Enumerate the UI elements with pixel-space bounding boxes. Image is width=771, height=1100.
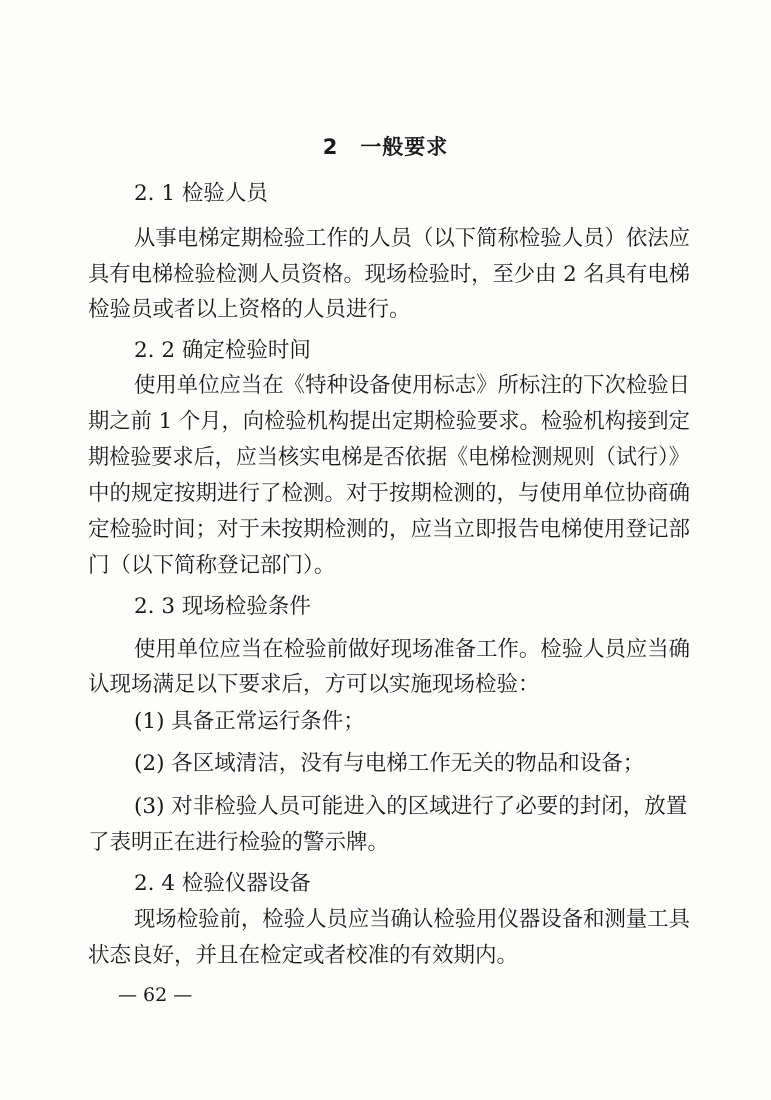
paragraph-line: 状态良好，并且在检定或者校准的有效期内。 [88,943,519,968]
paragraph-line: 现场检验前，检验人员应当确认检验用仪器设备和测量工具 [134,907,691,932]
paragraph-line: 期之前 1 个月，向检验机构提出定期检验要求。检验机构接到定 [88,409,690,434]
paragraph-line: 认现场满足以下要求后，方可以实施现场检验： [88,672,540,697]
chapter-title-text: 一般要求 [360,135,449,159]
list-item: (1) 具备正常运行条件； [134,709,365,734]
section-heading: 2. 1 检验人员 [134,181,268,206]
section-heading: 2. 2 确定检验时间 [134,338,311,363]
paragraph-line: 使用单位应当在《特种设备使用标志》所标注的下次检验日 [134,373,691,398]
chapter-title [0,131,771,161]
paragraph-line: 具有电梯检验检测人员资格。现场检验时，至少由 2 名具有电梯 [88,262,690,287]
paragraph-line: 检验员或者以上资格的人员进行。 [88,297,411,322]
page-number: — 62 — [118,984,193,1006]
paragraph-line: 定检验时间；对于未按期检测的，应当立即报告电梯使用登记部 [88,517,691,542]
paragraph-line: 期检验要求后，应当核实电梯是否依据《电梯检测规则（试行）》 [88,445,690,470]
list-item: (2) 各区域清洁，没有与电梯工作无关的物品和设备； [134,751,645,776]
list-item-continuation: 了表明正在进行检验的警示牌。 [88,830,390,855]
paragraph-line: 从事电梯定期检验工作的人员（以下简称检验人员）依法应 [134,226,691,251]
paragraph-line: 门（以下简称登记部门）。 [88,553,336,578]
list-item: (3) 对非检验人员可能进入的区域进行了必要的封闭，放置 [134,794,688,819]
paragraph-line: 中的规定按期进行了检测。对于按期检测的，与使用单位协商确 [88,481,691,506]
section-heading: 2. 4 检验仪器设备 [134,871,311,896]
paragraph-line: 使用单位应当在检验前做好现场准备工作。检验人员应当确 [134,637,691,662]
section-heading: 2. 3 现场检验条件 [134,594,311,619]
chapter-number: 2 [322,135,339,159]
